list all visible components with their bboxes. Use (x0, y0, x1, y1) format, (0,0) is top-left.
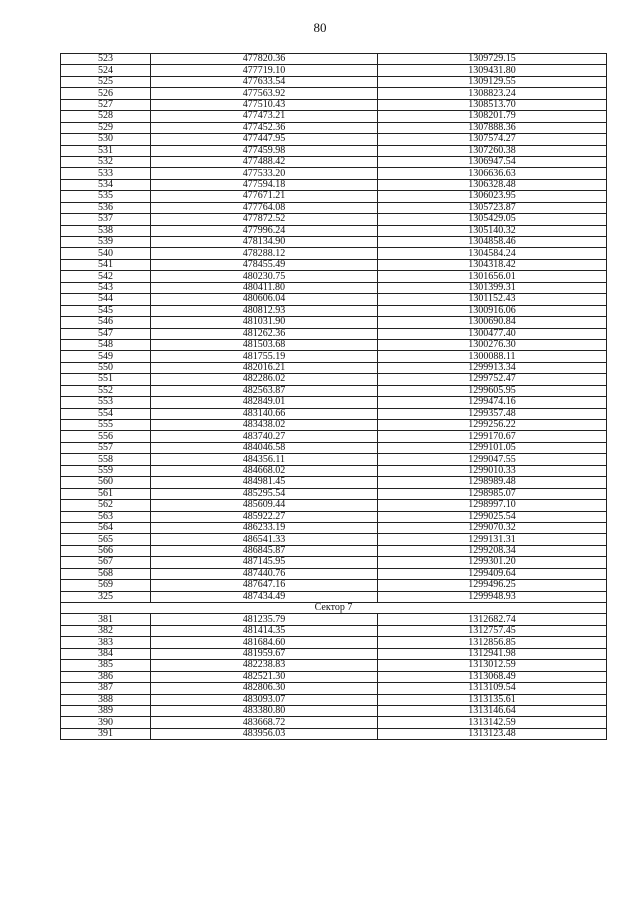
table-row (61, 362, 607, 373)
table-row (61, 294, 607, 305)
table-row (61, 477, 607, 488)
y-coordinate-cell: 1300916.06 (378, 305, 607, 316)
x-coordinate-cell: 477563.92 (151, 88, 378, 99)
point-number-cell: 383 (61, 637, 151, 648)
table-row (61, 122, 607, 133)
point-number-cell: 564 (61, 522, 151, 533)
x-coordinate-cell: 483956.03 (151, 728, 378, 739)
y-coordinate-cell: 1313068.49 (378, 671, 607, 682)
y-coordinate-cell: 1299047.55 (378, 454, 607, 465)
point-number-cell: 386 (61, 671, 151, 682)
table-row (61, 534, 607, 545)
y-coordinate-cell: 1307888.36 (378, 122, 607, 133)
point-number-cell: 557 (61, 442, 151, 453)
point-number-cell: 547 (61, 328, 151, 339)
point-number-cell: 530 (61, 134, 151, 145)
y-coordinate-cell: 1299101.05 (378, 442, 607, 453)
x-coordinate-cell: 477533.20 (151, 168, 378, 179)
point-number-cell: 560 (61, 477, 151, 488)
point-number-cell: 534 (61, 179, 151, 190)
x-coordinate-cell: 477510.43 (151, 99, 378, 110)
x-coordinate-cell: 481031.90 (151, 317, 378, 328)
x-coordinate-cell: 481262.36 (151, 328, 378, 339)
point-number-cell: 385 (61, 660, 151, 671)
table-row (61, 408, 607, 419)
y-coordinate-cell: 1301152.43 (378, 294, 607, 305)
table-row (61, 431, 607, 442)
table-row (61, 76, 607, 87)
point-number-cell: 532 (61, 156, 151, 167)
y-coordinate-cell: 1307574.27 (378, 134, 607, 145)
y-coordinate-cell: 1299913.34 (378, 362, 607, 373)
table-row (61, 511, 607, 522)
point-number-cell: 543 (61, 282, 151, 293)
point-number-cell: 566 (61, 545, 151, 556)
x-coordinate-cell: 482016.21 (151, 362, 378, 373)
point-number-cell: 382 (61, 625, 151, 636)
point-number-cell: 563 (61, 511, 151, 522)
x-coordinate-cell: 477764.08 (151, 202, 378, 213)
x-coordinate-cell: 478134.90 (151, 237, 378, 248)
point-number-cell: 529 (61, 122, 151, 133)
y-coordinate-cell: 1298985.07 (378, 488, 607, 499)
y-coordinate-cell: 1309431.80 (378, 65, 607, 76)
x-coordinate-cell: 477719.10 (151, 65, 378, 76)
x-coordinate-cell: 483668.72 (151, 717, 378, 728)
table-row (61, 259, 607, 270)
x-coordinate-cell: 487647.16 (151, 580, 378, 591)
point-number-cell: 553 (61, 397, 151, 408)
y-coordinate-cell: 1305723.87 (378, 202, 607, 213)
x-coordinate-cell: 486845.87 (151, 545, 378, 556)
point-number-cell: 568 (61, 568, 151, 579)
y-coordinate-cell: 1298997.10 (378, 500, 607, 511)
point-number-cell: 528 (61, 111, 151, 122)
y-coordinate-cell: 1299256.22 (378, 420, 607, 431)
y-coordinate-cell: 1300088.11 (378, 351, 607, 362)
x-coordinate-cell: 486233.19 (151, 522, 378, 533)
x-coordinate-cell: 477633.54 (151, 76, 378, 87)
table-row (61, 454, 607, 465)
table-row (61, 339, 607, 350)
table-row (61, 671, 607, 682)
x-coordinate-cell: 487145.95 (151, 557, 378, 568)
x-coordinate-cell: 480230.75 (151, 271, 378, 282)
y-coordinate-cell: 1299357.48 (378, 408, 607, 419)
point-number-cell: 551 (61, 374, 151, 385)
x-coordinate-cell: 487440.76 (151, 568, 378, 579)
table-row (61, 282, 607, 293)
y-coordinate-cell: 1305429.05 (378, 214, 607, 225)
point-number-cell: 552 (61, 385, 151, 396)
x-coordinate-cell: 481235.79 (151, 614, 378, 625)
point-number-cell: 387 (61, 683, 151, 694)
table-row (61, 214, 607, 225)
x-coordinate-cell: 478455.49 (151, 259, 378, 270)
y-coordinate-cell: 1304858.46 (378, 237, 607, 248)
x-coordinate-cell: 480606.04 (151, 294, 378, 305)
x-coordinate-cell: 480411.80 (151, 282, 378, 293)
point-number-cell: 325 (61, 591, 151, 602)
table-row (61, 717, 607, 728)
table-row (61, 111, 607, 122)
table-row (61, 225, 607, 236)
y-coordinate-cell: 1313109.54 (378, 683, 607, 694)
point-number-cell: 556 (61, 431, 151, 442)
y-coordinate-cell: 1309729.15 (378, 54, 607, 65)
x-coordinate-cell: 481414.35 (151, 625, 378, 636)
point-number-cell: 539 (61, 237, 151, 248)
point-number-cell: 390 (61, 717, 151, 728)
x-coordinate-cell: 482563.87 (151, 385, 378, 396)
table-row (61, 660, 607, 671)
x-coordinate-cell: 481503.68 (151, 339, 378, 350)
point-number-cell: 391 (61, 728, 151, 739)
table-row (61, 500, 607, 511)
table-row (61, 351, 607, 362)
y-coordinate-cell: 1313142.59 (378, 717, 607, 728)
x-coordinate-cell: 482806.30 (151, 683, 378, 694)
point-number-cell: 550 (61, 362, 151, 373)
x-coordinate-cell: 482286.02 (151, 374, 378, 385)
point-number-cell: 540 (61, 248, 151, 259)
table-row (61, 145, 607, 156)
sector-title: Сектор 7 (61, 603, 607, 614)
y-coordinate-cell: 1299409.64 (378, 568, 607, 579)
table-row (61, 397, 607, 408)
x-coordinate-cell: 477459.98 (151, 145, 378, 156)
point-number-cell: 524 (61, 65, 151, 76)
x-coordinate-cell: 477488.42 (151, 156, 378, 167)
coordinates-table-body (61, 54, 607, 740)
x-coordinate-cell: 484668.02 (151, 465, 378, 476)
y-coordinate-cell: 1313135.61 (378, 694, 607, 705)
x-coordinate-cell: 477872.52 (151, 214, 378, 225)
table-row (61, 728, 607, 739)
x-coordinate-cell: 480812.93 (151, 305, 378, 316)
table-row (61, 614, 607, 625)
x-coordinate-cell: 477820.36 (151, 54, 378, 65)
y-coordinate-cell: 1300477.40 (378, 328, 607, 339)
table-row (61, 191, 607, 202)
table-row (61, 317, 607, 328)
point-number-cell: 389 (61, 705, 151, 716)
y-coordinate-cell: 1299474.16 (378, 397, 607, 408)
y-coordinate-cell: 1304584.24 (378, 248, 607, 259)
x-coordinate-cell: 483740.27 (151, 431, 378, 442)
y-coordinate-cell: 1301656.01 (378, 271, 607, 282)
y-coordinate-cell: 1298989.48 (378, 477, 607, 488)
x-coordinate-cell: 477594.18 (151, 179, 378, 190)
y-coordinate-cell: 1306947.54 (378, 156, 607, 167)
y-coordinate-cell: 1312682.74 (378, 614, 607, 625)
y-coordinate-cell: 1312856.85 (378, 637, 607, 648)
y-coordinate-cell: 1307260.38 (378, 145, 607, 156)
point-number-cell: 546 (61, 317, 151, 328)
table-row (61, 248, 607, 259)
table-row (61, 179, 607, 190)
table-row (61, 65, 607, 76)
y-coordinate-cell: 1299170.67 (378, 431, 607, 442)
point-number-cell: 526 (61, 88, 151, 99)
y-coordinate-cell: 1313123.48 (378, 728, 607, 739)
point-number-cell: 555 (61, 420, 151, 431)
x-coordinate-cell: 483380.80 (151, 705, 378, 716)
x-coordinate-cell: 483438.02 (151, 420, 378, 431)
point-number-cell: 381 (61, 614, 151, 625)
point-number-cell: 537 (61, 214, 151, 225)
table-row (61, 305, 607, 316)
point-number-cell: 549 (61, 351, 151, 362)
y-coordinate-cell: 1308513.70 (378, 99, 607, 110)
x-coordinate-cell: 483093.07 (151, 694, 378, 705)
x-coordinate-cell: 485295.54 (151, 488, 378, 499)
y-coordinate-cell: 1306328.48 (378, 179, 607, 190)
y-coordinate-cell: 1299496.25 (378, 580, 607, 591)
x-coordinate-cell: 477473.21 (151, 111, 378, 122)
table-row (61, 271, 607, 282)
x-coordinate-cell: 484046.58 (151, 442, 378, 453)
point-number-cell: 565 (61, 534, 151, 545)
table-row (61, 488, 607, 499)
table-row (61, 625, 607, 636)
point-number-cell: 559 (61, 465, 151, 476)
table-row (61, 465, 607, 476)
table-row (61, 580, 607, 591)
y-coordinate-cell: 1299208.34 (378, 545, 607, 556)
x-coordinate-cell: 477671.21 (151, 191, 378, 202)
y-coordinate-cell: 1312941.98 (378, 648, 607, 659)
y-coordinate-cell: 1306636.63 (378, 168, 607, 179)
point-number-cell: 538 (61, 225, 151, 236)
table-row (61, 156, 607, 167)
table-row (61, 568, 607, 579)
table-row (61, 134, 607, 145)
point-number-cell: 548 (61, 339, 151, 350)
y-coordinate-cell: 1299025.54 (378, 511, 607, 522)
table-row (61, 88, 607, 99)
x-coordinate-cell: 478288.12 (151, 248, 378, 259)
table-row (61, 591, 607, 602)
table-row (61, 374, 607, 385)
y-coordinate-cell: 1299131.31 (378, 534, 607, 545)
point-number-cell: 535 (61, 191, 151, 202)
table-row (61, 648, 607, 659)
point-number-cell: 536 (61, 202, 151, 213)
point-number-cell: 562 (61, 500, 151, 511)
table-row (61, 522, 607, 533)
x-coordinate-cell: 477447.95 (151, 134, 378, 145)
table-row (61, 385, 607, 396)
x-coordinate-cell: 486541.33 (151, 534, 378, 545)
point-number-cell: 523 (61, 54, 151, 65)
y-coordinate-cell: 1299752.47 (378, 374, 607, 385)
y-coordinate-cell: 1308201.79 (378, 111, 607, 122)
x-coordinate-cell: 477996.24 (151, 225, 378, 236)
point-number-cell: 569 (61, 580, 151, 591)
table-row (61, 237, 607, 248)
sector-heading-row (61, 603, 607, 614)
table-row (61, 637, 607, 648)
x-coordinate-cell: 485922.27 (151, 511, 378, 522)
y-coordinate-cell: 1313012.59 (378, 660, 607, 671)
x-coordinate-cell: 481755.19 (151, 351, 378, 362)
point-number-cell: 542 (61, 271, 151, 282)
y-coordinate-cell: 1304318.42 (378, 259, 607, 270)
point-number-cell: 527 (61, 99, 151, 110)
y-coordinate-cell: 1309129.55 (378, 76, 607, 87)
y-coordinate-cell: 1308823.24 (378, 88, 607, 99)
x-coordinate-cell: 485609.44 (151, 500, 378, 511)
table-row (61, 557, 607, 568)
x-coordinate-cell: 477452.36 (151, 122, 378, 133)
y-coordinate-cell: 1312757.45 (378, 625, 607, 636)
table-row (61, 683, 607, 694)
point-number-cell: 554 (61, 408, 151, 419)
x-coordinate-cell: 482521.30 (151, 671, 378, 682)
y-coordinate-cell: 1299010.33 (378, 465, 607, 476)
y-coordinate-cell: 1301399.31 (378, 282, 607, 293)
x-coordinate-cell: 487434.49 (151, 591, 378, 602)
point-number-cell: 545 (61, 305, 151, 316)
y-coordinate-cell: 1299301.20 (378, 557, 607, 568)
page-number: 80 (313, 20, 327, 35)
point-number-cell: 531 (61, 145, 151, 156)
point-number-cell: 558 (61, 454, 151, 465)
table-row (61, 442, 607, 453)
table-row (61, 328, 607, 339)
y-coordinate-cell: 1299070.32 (378, 522, 607, 533)
table-row (61, 54, 607, 65)
x-coordinate-cell: 482849.01 (151, 397, 378, 408)
y-coordinate-cell: 1313146.64 (378, 705, 607, 716)
point-number-cell: 541 (61, 259, 151, 270)
table-row (61, 168, 607, 179)
y-coordinate-cell: 1300690.84 (378, 317, 607, 328)
x-coordinate-cell: 481959.67 (151, 648, 378, 659)
point-number-cell: 384 (61, 648, 151, 659)
table-row (61, 705, 607, 716)
y-coordinate-cell: 1299948.93 (378, 591, 607, 602)
point-number-cell: 544 (61, 294, 151, 305)
x-coordinate-cell: 482238.83 (151, 660, 378, 671)
point-number-cell: 561 (61, 488, 151, 499)
y-coordinate-cell: 1300276.30 (378, 339, 607, 350)
y-coordinate-cell: 1306023.95 (378, 191, 607, 202)
table-row (61, 694, 607, 705)
table-row (61, 545, 607, 556)
x-coordinate-cell: 484356.11 (151, 454, 378, 465)
y-coordinate-cell: 1305140.32 (378, 225, 607, 236)
x-coordinate-cell: 483140.66 (151, 408, 378, 419)
point-number-cell: 388 (61, 694, 151, 705)
table-row (61, 202, 607, 213)
coordinates-table (60, 53, 607, 740)
table-row (61, 420, 607, 431)
y-coordinate-cell: 1299605.95 (378, 385, 607, 396)
x-coordinate-cell: 484981.45 (151, 477, 378, 488)
table-row (61, 99, 607, 110)
x-coordinate-cell: 481684.60 (151, 637, 378, 648)
point-number-cell: 525 (61, 76, 151, 87)
point-number-cell: 567 (61, 557, 151, 568)
point-number-cell: 533 (61, 168, 151, 179)
